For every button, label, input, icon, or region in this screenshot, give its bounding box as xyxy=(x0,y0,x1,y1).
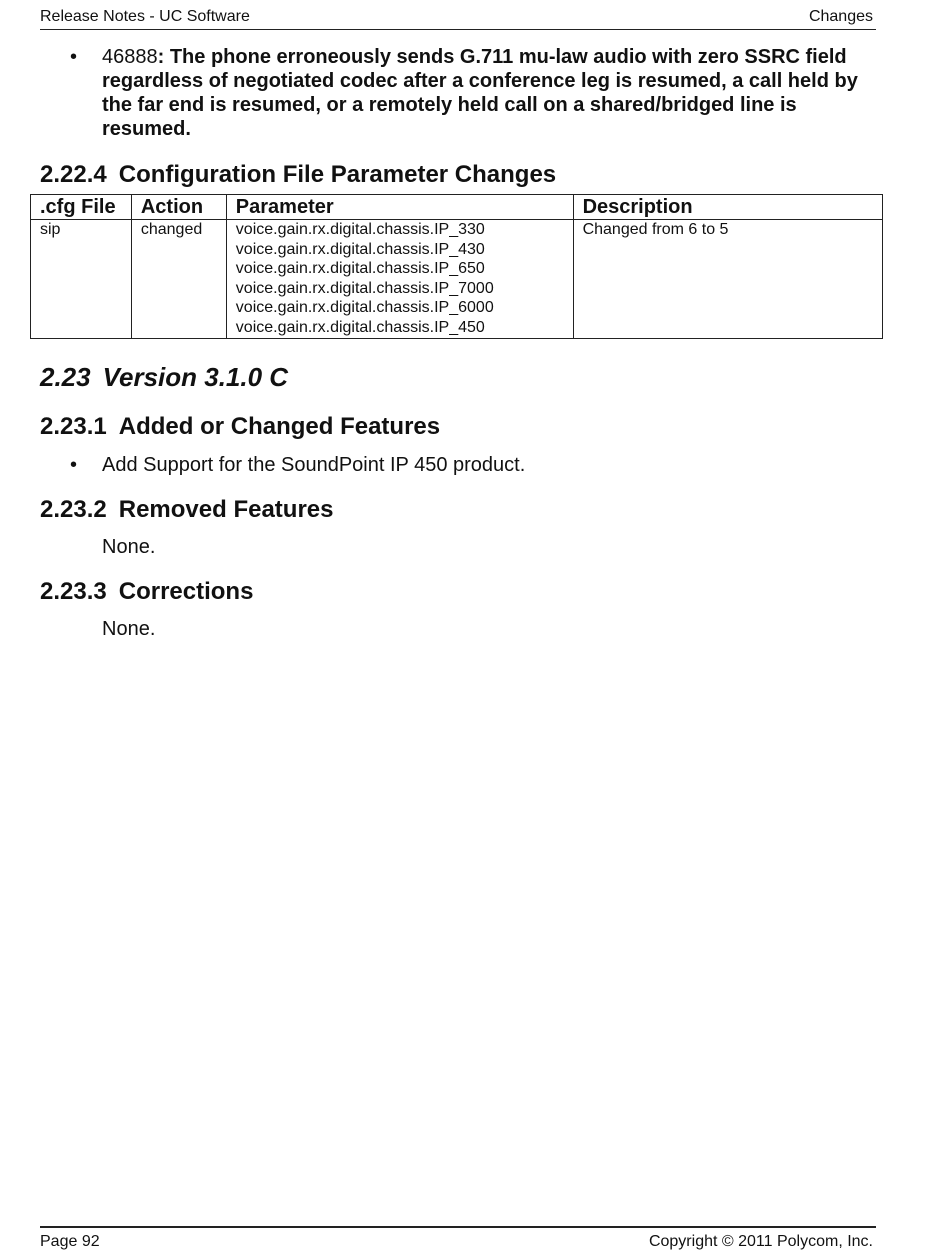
issue-text xyxy=(102,45,880,141)
parameter-item: voice.gain.rx.digital.chassis.IP_450 xyxy=(235,318,485,336)
bullet-marker: • xyxy=(70,46,78,68)
column-header-action: Action xyxy=(131,195,226,220)
heading-2-23-2 xyxy=(40,496,333,524)
issue-number: 46888 xyxy=(102,46,158,68)
heading-2-22-4 xyxy=(40,161,556,189)
heading-number: 2.23 xyxy=(40,362,91,392)
heading-number: 2.23.3 xyxy=(40,578,107,605)
feature-bullet xyxy=(70,453,525,477)
footer-copyright: Copyright © 2011 Polycom, Inc. xyxy=(648,1233,873,1250)
parameter-item: voice.gain.rx.digital.chassis.IP_330 xyxy=(235,221,485,238)
column-header-description: Description xyxy=(573,195,882,220)
parameter-item: voice.gain.rx.digital.chassis.IP_430 xyxy=(235,240,485,258)
cell-parameters xyxy=(226,220,573,339)
bullet-marker: • xyxy=(70,454,78,476)
cell-cfg-file: sip xyxy=(31,220,132,339)
heading-2-23-3 xyxy=(40,578,253,606)
heading-2-23-1 xyxy=(40,413,440,441)
cell-description: Changed from 6 to 5 xyxy=(573,220,882,339)
issue-description: : The phone erroneously sends G.711 mu-law audio with zero SSRC field regardless of negotiated codec after a conference leg is resumed, a call held by the far end is resumed, or a remotely held call on a shared/bridged line is resumed. xyxy=(102,46,858,140)
parameter-item: voice.gain.rx.digital.chassis.IP_6000 xyxy=(235,299,494,316)
heading-title: Configuration File Parameter Changes xyxy=(118,161,557,188)
feature-text: Add Support for the SoundPoint IP 450 product. xyxy=(102,454,526,476)
heading-number: 2.23.2 xyxy=(40,496,107,523)
column-header-parameter: Parameter xyxy=(226,195,573,220)
heading-number: 2.23.1 xyxy=(40,413,107,440)
heading-2-23 xyxy=(40,362,288,392)
removed-features-body: None. xyxy=(102,536,156,558)
table-header-row xyxy=(31,195,883,220)
header-chapter-title: Changes xyxy=(808,8,873,25)
heading-title: Version 3.1.0 C xyxy=(102,362,289,392)
heading-title: Added or Changed Features xyxy=(118,413,441,440)
heading-title: Removed Features xyxy=(118,496,334,523)
config-parameter-table xyxy=(30,194,883,339)
parameter-item: voice.gain.rx.digital.chassis.IP_7000 xyxy=(235,279,494,297)
heading-title: Corrections xyxy=(118,578,254,605)
issue-bullet-46888 xyxy=(70,45,880,141)
header-doc-title: Release Notes - UC Software xyxy=(40,8,250,25)
table-row xyxy=(31,220,883,339)
cell-action: changed xyxy=(131,220,226,339)
parameter-item: voice.gain.rx.digital.chassis.IP_650 xyxy=(235,260,485,277)
corrections-body: None. xyxy=(102,618,156,640)
footer-page-number: Page 92 xyxy=(40,1233,100,1250)
column-header-cfg-file: .cfg File xyxy=(31,195,132,220)
heading-number: 2.22.4 xyxy=(40,161,107,188)
page-footer xyxy=(40,1226,876,1250)
page-header xyxy=(40,8,876,30)
